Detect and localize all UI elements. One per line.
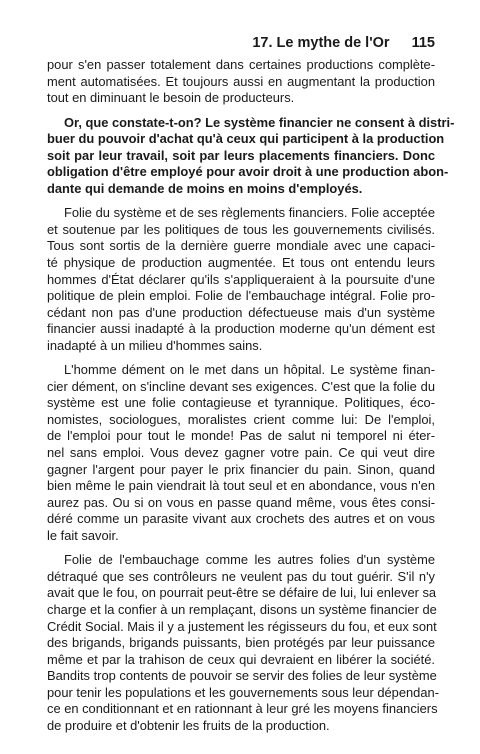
text-line: Or, que constate-t-on? Le système financier ne consent à distri- <box>64 114 455 130</box>
text-line: et soutenue par les politiques de tous les gouvernements civilisés. <box>47 221 435 237</box>
text-line: cier dément, on s'incline devant ses exigences. C'est que la folie du <box>47 378 435 394</box>
text-line: L'homme dément on le met dans un hôpital. Le système finan- <box>64 362 435 378</box>
text-line: détraqué que ses contrôleurs ne veulent pas du tout guérir. S'il n'y <box>47 568 435 584</box>
text-line: nomistes, sociologues, moralistes crient comme lui: De l'emploi, <box>47 411 435 427</box>
paragraph <box>47 114 455 198</box>
text-line: té physique de production augmentée. Et tous ont entendu leurs <box>47 255 435 271</box>
paragraph <box>47 362 435 544</box>
text-line: gagner l'argent pour payer le prix financier du pain. Sinon, quand <box>47 461 435 477</box>
text-line: pour s'en passer totalement dans certaines productions complète- <box>47 57 435 72</box>
text-line: déré comme un parasite vivant aux crochets des autres et on vous <box>47 511 435 527</box>
text-line: financier aussi inadapté à la production moderne qu'un dément est <box>47 321 435 337</box>
text-line: de produire et d'obtenir les fruits de la production. <box>47 717 330 733</box>
text-line: Folie de l'embauchage comme les autres folies d'un système <box>64 552 435 568</box>
text-line: Crédit Social. Mais il y a justement les régisseurs du fou, et eux sont <box>47 618 437 634</box>
text-line: buer du pouvoir d'achat qu'à ceux qui participent à la production <box>47 131 445 147</box>
text-line: hommes d'État déclarer qu'ils s'appliqueraient à la poursuite d'une <box>47 271 435 287</box>
text-line: même et par la trahison de ceux qui devraient en libérer la société. <box>47 651 435 667</box>
text-line: Tous sont sortis de la dernière guerre mondiale avec une capaci- <box>47 238 435 254</box>
text-line: Bandits trop contents de pouvoir se servir des folies de leur système <box>47 668 437 684</box>
text-line: politique de plein emploi. Folie de l'embauchage intégral. Folie pro- <box>47 288 435 304</box>
text-line: obligation d'être employé pour avoir droit à une production abon- <box>47 164 449 180</box>
text-line: nel sans emploi. Vous devez gagner votre pain. Ce qui veut dire <box>47 445 435 461</box>
text-line: soit par leur travail, soit par leurs placements financiers. Donc <box>47 147 435 163</box>
text-line: inadapté à un milieu d'hommes sains. <box>47 337 263 353</box>
page-number: 115 <box>411 35 435 51</box>
paragraph <box>47 205 435 354</box>
text-line: ce en conditionnant et en rationnant à leur gré les moyens financiers <box>47 701 438 717</box>
text-line: dante qui demande de moins en moins d'employés. <box>47 180 363 196</box>
book-page <box>47 34 455 734</box>
text-line: le fait savoir. <box>47 527 119 543</box>
text-line: des brigands, brigands puissants, bien protégés par leur puissance <box>47 635 435 651</box>
body-text <box>47 57 455 734</box>
chapter-title: 17. Le mythe de l'Or <box>252 35 390 51</box>
text-line: charge et la confier à un remplaçant, disons un système financier de <box>47 601 437 617</box>
text-line: tout en diminuant le besoin de producteurs. <box>47 90 295 106</box>
text-line: bien même le pain viendrait là tout seul et en abondance, vous n'en <box>47 478 435 494</box>
text-line: avait que le fou, on pourrait peut-être se défaire de lui, lui enlever sa <box>47 585 437 601</box>
text-line: aurez pas. Ou si on vous en passe quand même, vous êtes consi- <box>47 494 435 510</box>
paragraph <box>47 552 439 734</box>
text-line: de l'emploi pour tout le monde! Pas de salut ni temporel ni éter- <box>47 428 435 444</box>
text-line: pour tenir les populations et les gouvernements sous leur dépendan- <box>47 684 439 700</box>
text-line: ment automatisées. Et toujours aussi en augmentant la production <box>47 73 435 89</box>
text-line: système est une folie contagieuse et tyrannique. Politiques, éco- <box>47 395 435 411</box>
paragraph <box>47 57 435 107</box>
text-line: Folie du système et de ses règlements financiers. Folie acceptée <box>64 205 435 221</box>
text-line: cédant non pas d'une production défectueuse mais d'un système <box>47 304 435 320</box>
running-head <box>47 34 435 52</box>
